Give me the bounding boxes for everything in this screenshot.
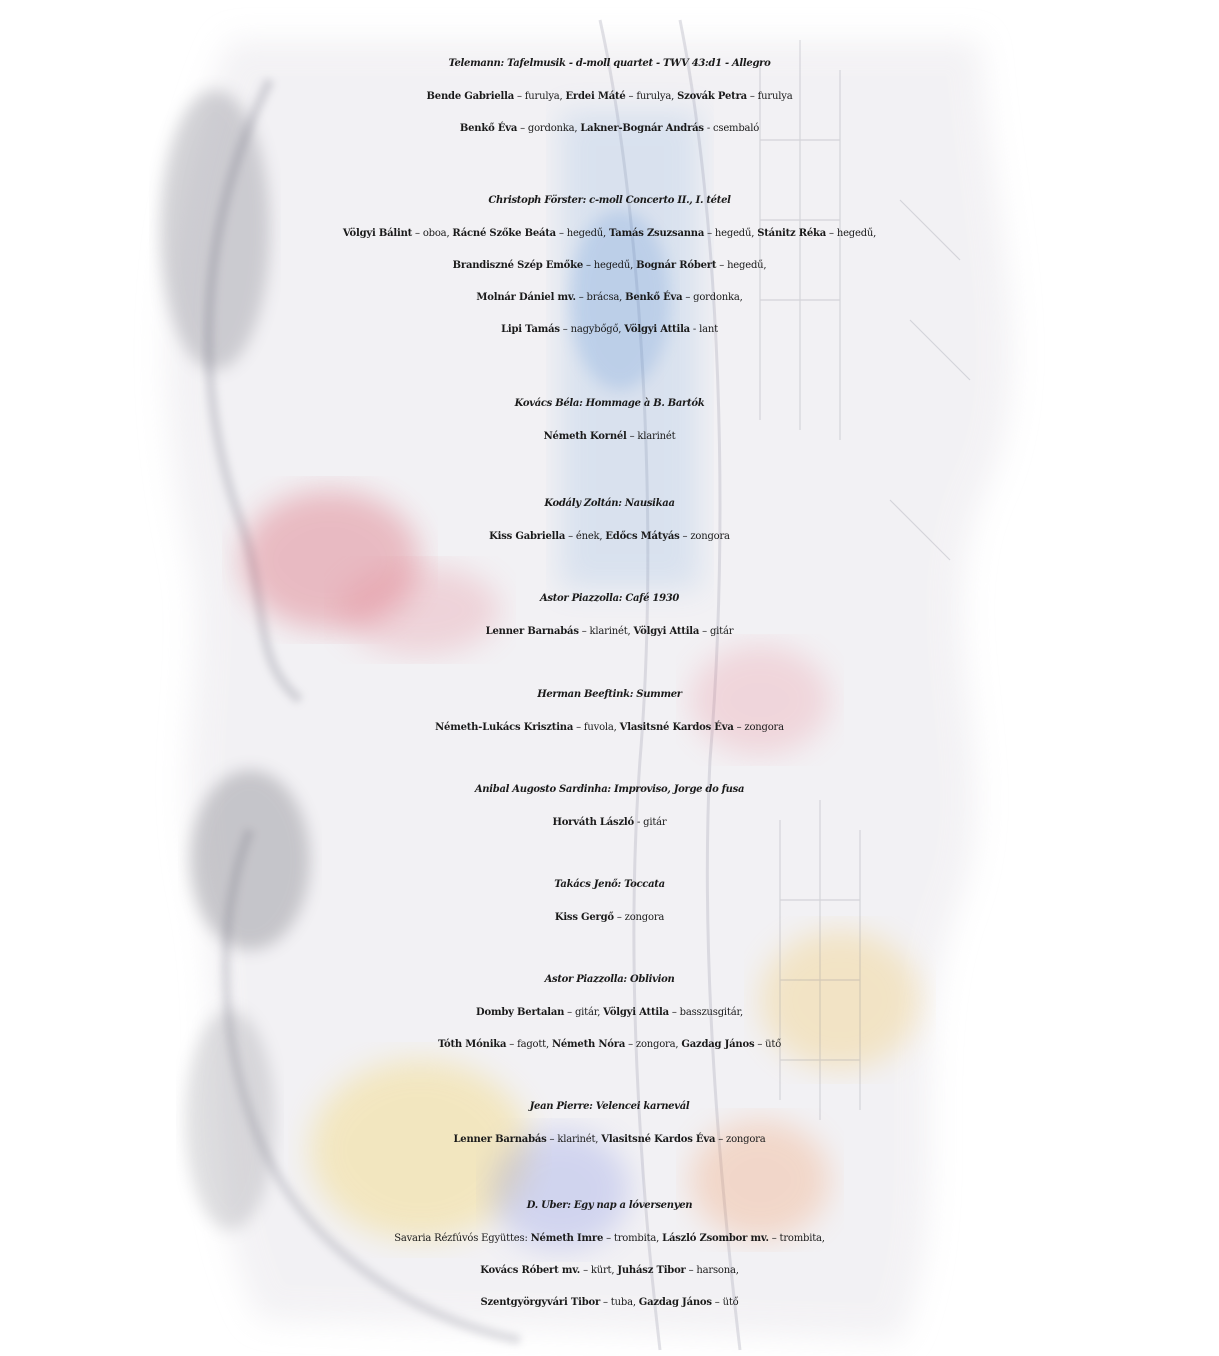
- performer-instrument: - csembaló: [703, 123, 760, 134]
- performers-line: [0, 997, 1219, 1029]
- performers-line: [0, 902, 1219, 934]
- program-item: [0, 47, 1219, 145]
- performer-instrument: – gitár,: [564, 1007, 604, 1018]
- performer-name: Lipi Tamás: [501, 324, 560, 335]
- performers-line: [0, 218, 1219, 250]
- performer-name: Benkő Éva: [625, 292, 683, 303]
- performer-instrument: – trombita,: [603, 1233, 663, 1244]
- performer-instrument: – brácsa,: [575, 292, 626, 303]
- performers-line: [0, 1223, 1219, 1255]
- piece-title: Christoph Förster: c-moll Concerto II., I. tétel: [488, 195, 731, 206]
- performers-line: [0, 1124, 1219, 1156]
- performer-name: Tamás Zsuzsanna: [609, 228, 705, 239]
- performer-instrument: – furulya: [746, 91, 793, 102]
- ensemble-name: Savaria Rézfúvós Együttes:: [394, 1233, 531, 1244]
- performer-instrument: – hegedű,: [826, 228, 877, 239]
- performer-instrument: – hegedű,: [583, 260, 637, 271]
- performer-name: Völgyi Attila: [603, 1007, 669, 1018]
- performer-instrument: – zongora: [679, 531, 730, 542]
- performers-line: [0, 807, 1219, 839]
- performer-instrument: – fagott,: [506, 1039, 552, 1050]
- performer-name: Kiss Gergő: [554, 912, 614, 923]
- performer-name: Juhász Tibor: [617, 1265, 686, 1276]
- performer-name: Molnár Dániel mv.: [476, 292, 576, 303]
- performers-line: [0, 250, 1219, 282]
- performer-name: Rácné Szőke Beáta: [452, 228, 556, 239]
- piece-title: Anibal Augosto Sardinha: Improviso, Jorge do fusa: [474, 784, 745, 795]
- performers-line: [0, 1029, 1219, 1061]
- performer-name: Vlasitsné Kardos Éva: [619, 722, 734, 733]
- performer-name: Edőcs Mátyás: [605, 531, 680, 542]
- performer-instrument: – ütő: [711, 1297, 739, 1308]
- performers-line: [0, 81, 1219, 113]
- performer-name: Bognár Róbert: [636, 260, 717, 271]
- performer-name: Bende Gabriella: [426, 91, 514, 102]
- performer-name: Horváth László: [552, 817, 635, 828]
- performer-instrument: – trombita,: [768, 1233, 825, 1244]
- performer-name: Gazdag János: [638, 1297, 712, 1308]
- performers-line: [0, 712, 1219, 744]
- program-item: [0, 1090, 1219, 1156]
- program-item: [0, 582, 1219, 648]
- performer-name: Németh-Lukács Krisztina: [435, 722, 574, 733]
- performer-instrument: – hegedű,: [716, 260, 767, 271]
- performer-name: Vlasitsné Kardos Éva: [601, 1134, 716, 1145]
- performer-instrument: – oboa,: [412, 228, 453, 239]
- performer-instrument: – tuba,: [600, 1297, 639, 1308]
- performers-line: [0, 314, 1219, 346]
- performer-name: Brandiszné Szép Emőke: [452, 260, 584, 271]
- performer-instrument: - gitár: [634, 817, 667, 828]
- performer-name: Benkő Éva: [459, 123, 518, 134]
- performers-line: [0, 616, 1219, 648]
- performer-name: Stánitz Réka: [757, 228, 827, 239]
- performers-line: [0, 113, 1219, 145]
- performer-instrument: – basszusgitár,: [668, 1007, 743, 1018]
- performer-instrument: - lant: [689, 324, 718, 335]
- program-item: [0, 1189, 1219, 1319]
- performers-line: [0, 1287, 1219, 1319]
- performer-name: Szentgyörgyvári Tibor: [480, 1297, 601, 1308]
- performers-line: [0, 1255, 1219, 1287]
- performer-instrument: – hegedű,: [704, 228, 758, 239]
- performer-instrument: – kürt,: [580, 1265, 618, 1276]
- piece-title: D. Uber: Egy nap a lóversenyen: [526, 1200, 693, 1211]
- piece-title: Astor Piazzolla: Oblivion: [544, 974, 675, 985]
- performer-name: Völgyi Attila: [624, 324, 690, 335]
- program-item: [0, 678, 1219, 744]
- piece-title: Jean Pierre: Velencei karnevál: [529, 1101, 690, 1112]
- piece-title: Telemann: Tafelmusik - d-moll quartet - TWV 43:d1 - Allegro: [448, 58, 771, 69]
- performer-instrument: – nagybőgő,: [559, 324, 625, 335]
- performer-instrument: – gitár: [699, 626, 734, 637]
- performer-instrument: – furulya,: [514, 91, 566, 102]
- performers-line: [0, 421, 1219, 453]
- piece-title: Takács Jenő: Toccata: [554, 879, 665, 890]
- piece-title: Kovács Béla: Hommage à B. Bartók: [514, 398, 705, 409]
- performer-instrument: – hegedű,: [555, 228, 610, 239]
- performer-instrument: – zongora: [613, 912, 665, 923]
- performer-instrument: – zongora: [733, 722, 784, 733]
- performer-instrument: – ütő: [754, 1039, 782, 1050]
- piece-title: Herman Beeftink: Summer: [537, 689, 682, 700]
- performer-name: Kovács Róbert mv.: [480, 1265, 581, 1276]
- performer-instrument: – fuvola,: [573, 722, 620, 733]
- performer-name: Lenner Barnabás: [453, 1134, 547, 1145]
- performer-name: Völgyi Attila: [633, 626, 700, 637]
- program-item: [0, 184, 1219, 346]
- performers-line: [0, 282, 1219, 314]
- performer-instrument: – ének,: [565, 531, 606, 542]
- performer-name: Kiss Gabriella: [489, 531, 566, 542]
- piece-title: Kodály Zoltán: Nausikaa: [544, 498, 675, 509]
- program-item: [0, 963, 1219, 1061]
- performer-name: Domby Bertalan: [476, 1007, 565, 1018]
- performer-name: Lakner-Bognár András: [580, 123, 704, 134]
- performer-instrument: – klarinét,: [546, 1134, 602, 1145]
- piece-title: Astor Piazzolla: Café 1930: [539, 593, 680, 604]
- performer-name: Szovák Petra: [677, 91, 747, 102]
- performer-instrument: – furulya,: [625, 91, 678, 102]
- performers-line: [0, 521, 1219, 553]
- program-item: [0, 487, 1219, 553]
- performer-name: László Zsombor mv.: [662, 1233, 769, 1244]
- performer-instrument: – gordonka,: [517, 123, 581, 134]
- performer-name: Lenner Barnabás: [485, 626, 579, 637]
- performer-instrument: – klarinét,: [578, 626, 634, 637]
- performer-instrument: – gordonka,: [682, 292, 743, 303]
- performer-name: Németh Kornél: [543, 431, 627, 442]
- performer-instrument: – klarinét: [626, 431, 676, 442]
- performer-name: Erdei Máté: [565, 91, 626, 102]
- performer-instrument: – harsona,: [685, 1265, 739, 1276]
- program-item: [0, 868, 1219, 934]
- performer-name: Gazdag János: [681, 1039, 755, 1050]
- performer-name: Németh Imre: [530, 1233, 604, 1244]
- performer-instrument: – zongora: [715, 1134, 766, 1145]
- performer-name: Tóth Mónika: [437, 1039, 507, 1050]
- program-item: [0, 387, 1219, 453]
- program-item: [0, 773, 1219, 839]
- performer-name: Völgyi Bálint: [342, 228, 413, 239]
- performer-name: Németh Nóra: [551, 1039, 626, 1050]
- performer-instrument: – zongora,: [625, 1039, 682, 1050]
